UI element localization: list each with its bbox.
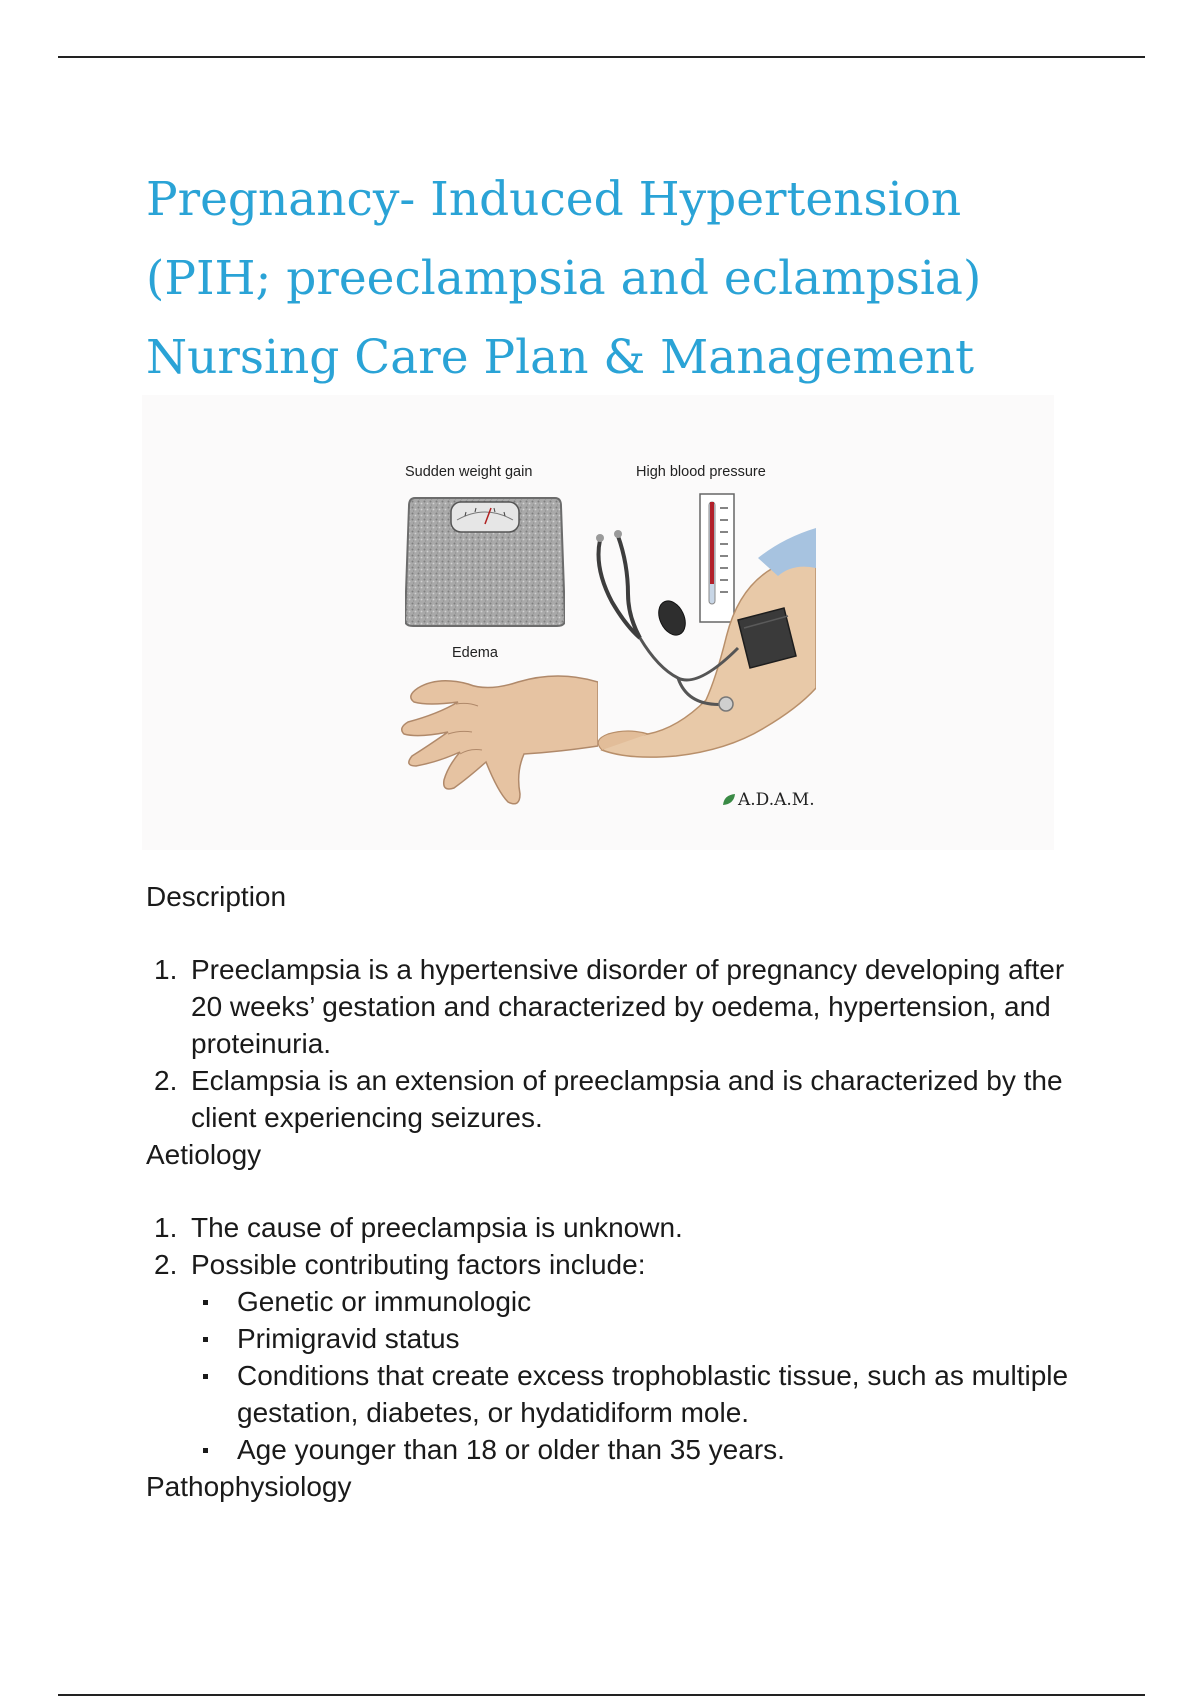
adam-credit [722,790,815,810]
aetiology-list [146,1209,1076,1468]
swollen-hand-icon [398,662,598,807]
contributing-factors-list [191,1283,1076,1468]
list-item [146,951,1076,1062]
bullet-item: Age younger than 18 or older than 35 years. [191,1431,1076,1468]
list-number: 1. [154,1212,178,1243]
list-item-text: Eclampsia is an extension of preeclampsia and is characterized by the client experiencing seizures. [191,1065,1063,1133]
title-line-2: (PIH; preeclampsia and eclampsia) [146,251,982,306]
list-number: 2. [154,1065,178,1096]
blood-pressure-label: High blood pressure [636,464,766,480]
stethoscope-arm-icon [588,528,816,764]
list-item [146,1062,1076,1136]
list-item-text: Possible contributing factors include: [191,1249,646,1280]
bullet-item: Primigravid status [191,1320,1076,1357]
weight-gain-label: Sudden weight gain [405,464,533,480]
section-heading-pathophysiology: Pathophysiology [146,1471,352,1502]
adam-credit-text: A.D.A.M. [738,790,815,810]
edema-label: Edema [452,645,498,661]
title-line-3: Nursing Care Plan & Management [146,330,975,385]
spacer [146,915,1076,951]
list-number: 1. [154,954,178,985]
title-line-1: Pregnancy- Induced Hypertension [146,172,962,227]
list-item-text: The cause of preeclampsia is unknown. [191,1212,683,1243]
bullet-item: Genetic or immunologic [191,1283,1076,1320]
bathroom-scale-icon [405,494,565,628]
bullet-item: Conditions that create excess trophoblastic tissue, such as multiple gestation, diabetes, or hydatidiform mole. [191,1357,1076,1431]
adam-leaf-icon [722,793,736,807]
page-title [146,160,1106,397]
description-list [146,951,1076,1136]
top-rule [58,56,1145,58]
spacer [146,1173,1076,1209]
list-number: 2. [154,1249,178,1280]
section-heading-description: Description [146,881,287,912]
list-item-text: Preeclampsia is a hypertensive disorder of pregnancy developing after 20 weeks’ gestation and characterized by oedema, hypertension, and proteinuria. [191,954,1065,1059]
bottom-rule [58,1694,1145,1696]
list-item [146,1209,1076,1246]
section-heading-aetiology: Aetiology [146,1139,262,1170]
document-body [146,878,1076,1505]
list-item [146,1246,1076,1468]
